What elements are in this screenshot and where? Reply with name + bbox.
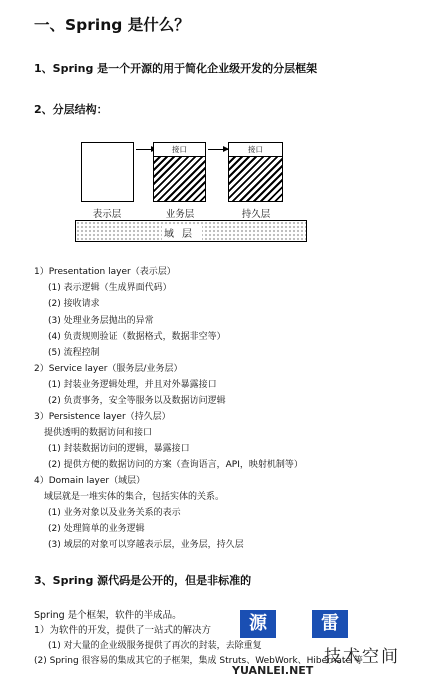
list-item: (1) 封装数据访问的逻辑，暴露接口 [48, 444, 190, 454]
domain-desc: 域层就是一堆实体的集合，包括实体的关系。 [44, 492, 225, 502]
list-item: (5) 流程控制 [48, 348, 100, 358]
list-item: (2) 提供方便的数据访问的方案（查询语言，API，映射机制等） [48, 460, 303, 470]
persistence-box [228, 156, 283, 202]
persistence-label: 持久层 [241, 209, 271, 220]
semi-line-4: (2) Spring 很容易的集成其它的子框架，集成 Struts、WebWork、Hibernate 等 [34, 656, 363, 666]
domain-label: 域层 [162, 225, 202, 240]
list-item: (4) 负责规则验证（数据格式，数据非空等） [48, 332, 226, 342]
presentation-title: 1）Presentation layer（表示层） [34, 267, 176, 277]
persistence-title: 3）Persistence layer（持久层） [34, 412, 171, 422]
semi-line-3: (1) 对大量的企业级服务提供了再次的封装，去除重复 [48, 641, 262, 651]
arrow-to-persistence [208, 149, 228, 150]
watermark-char-1: 源 [240, 610, 276, 638]
list-item: (1) 表示逻辑（生成界面代码） [48, 283, 172, 293]
presentation-box [81, 142, 134, 202]
semi-line-1: Spring 是个框架，软件的半成品。 [34, 610, 182, 621]
section-1-heading: 1、Spring 是一个开源的用于简化企业级开发的分层框架 [34, 62, 318, 75]
list-item: (1) 业务对象以及业务关系的表示 [48, 508, 181, 518]
page-title: 一、Spring 是什么？ [34, 16, 190, 34]
list-item: (2) 负责事务，安全等服务以及数据访问逻辑 [48, 396, 226, 406]
watermark-logo [232, 608, 437, 680]
watermark-line-2: 技术空间 [324, 647, 400, 667]
persistence-desc: 提供透明的数据访问和接口 [44, 428, 153, 438]
domain-bar [75, 220, 307, 242]
service-label: 业务层 [165, 209, 195, 220]
watermark-line-3: YUANLEI.NET [232, 664, 314, 677]
semi-line-2: 1）为软件的开发，提供了一站式的解决方 [34, 625, 212, 636]
list-item: (1) 封装业务逻辑处理，并且对外暴露接口 [48, 380, 217, 390]
list-item: (3) 处理业务层抛出的异常 [48, 316, 154, 326]
service-box [153, 156, 206, 202]
domain-title: 4）Domain layer（域层） [34, 476, 146, 486]
service-interface: 接口 [153, 142, 206, 157]
list-item: (2) 处理简单的业务逻辑 [48, 524, 145, 534]
presentation-label: 表示层 [92, 209, 122, 220]
list-item: (2) 接收请求 [48, 299, 100, 309]
section-3-heading: 3、Spring 源代码是公开的，但是非标准的 [34, 574, 252, 587]
service-title: 2）Service layer（服务层/业务层） [34, 364, 183, 374]
persistence-interface: 接口 [228, 142, 283, 157]
layer-diagram [75, 134, 375, 250]
watermark-char-2: 雷 [312, 610, 348, 638]
list-item: (3) 域层的对象可以穿越表示层，业务层，持久层 [48, 540, 244, 550]
section-2-heading: 2、分层结构： [34, 103, 108, 116]
